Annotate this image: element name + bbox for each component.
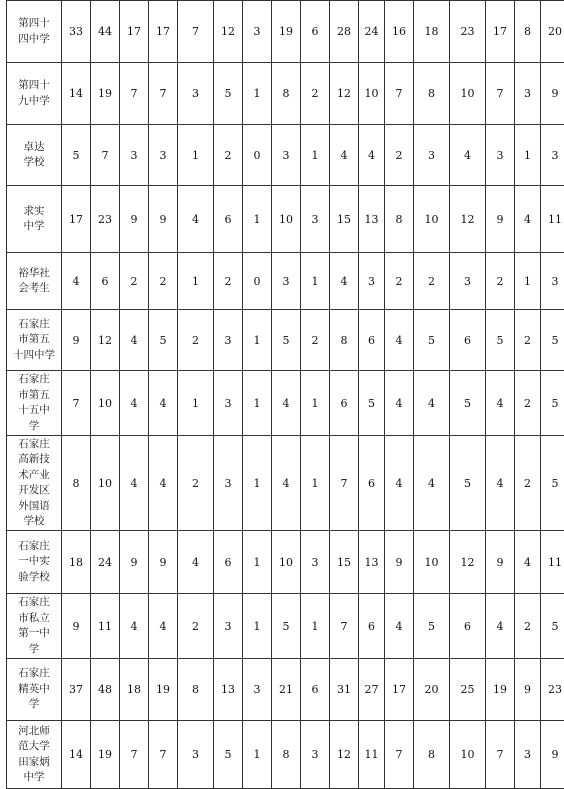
value-cell: 8 — [385, 186, 414, 253]
value-cell: 9 — [149, 531, 178, 594]
school-name-line: 石家庄 — [12, 372, 56, 388]
school-name-line: 外国语 — [12, 499, 56, 515]
school-name-line: 开发区 — [12, 483, 56, 499]
value-cell: 12 — [91, 310, 120, 371]
value-cell: 1 — [243, 436, 272, 531]
table-row — [7, 1, 564, 63]
value-cell: 21 — [272, 659, 301, 721]
school-name-line: 第一中 — [12, 626, 56, 642]
value-cell: 4 — [149, 371, 178, 436]
value-cell: 3 — [243, 1, 272, 63]
value-cell: 2 — [515, 371, 541, 436]
school-name-line: 中学 — [12, 219, 56, 235]
value-cell: 12 — [214, 1, 243, 63]
value-cell: 3 — [414, 125, 450, 186]
value-cell: 17 — [149, 1, 178, 63]
value-cell: 1 — [243, 721, 272, 789]
value-cell: 20 — [541, 1, 564, 63]
value-cell: 5 — [272, 310, 301, 371]
value-cell: 3 — [214, 310, 243, 371]
school-name-line: 第四十 — [12, 78, 56, 94]
value-cell: 7 — [330, 436, 359, 531]
value-cell: 9 — [541, 721, 564, 789]
value-cell: 7 — [385, 721, 414, 789]
value-cell: 3 — [301, 186, 330, 253]
value-cell: 5 — [541, 594, 564, 659]
value-cell: 5 — [541, 371, 564, 436]
value-cell: 37 — [62, 659, 91, 721]
value-cell: 4 — [120, 594, 149, 659]
value-cell: 23 — [450, 1, 486, 63]
value-cell: 1 — [243, 531, 272, 594]
value-cell: 3 — [359, 253, 385, 310]
value-cell: 17 — [62, 186, 91, 253]
value-cell: 4 — [359, 125, 385, 186]
value-cell: 18 — [62, 531, 91, 594]
school-name-line: 田家炳 — [12, 755, 56, 771]
value-cell: 4 — [149, 436, 178, 531]
value-cell: 3 — [214, 594, 243, 659]
value-cell: 10 — [414, 531, 450, 594]
value-cell: 3 — [214, 371, 243, 436]
value-cell: 3 — [486, 125, 515, 186]
value-cell: 9 — [120, 531, 149, 594]
value-cell: 11 — [541, 531, 564, 594]
value-cell: 11 — [359, 721, 385, 789]
value-cell: 2 — [515, 310, 541, 371]
value-cell: 3 — [301, 531, 330, 594]
value-cell: 5 — [486, 310, 515, 371]
value-cell: 5 — [272, 594, 301, 659]
value-cell: 1 — [515, 125, 541, 186]
value-cell: 6 — [450, 310, 486, 371]
value-cell: 12 — [450, 186, 486, 253]
value-cell: 6 — [450, 594, 486, 659]
value-cell: 7 — [91, 125, 120, 186]
value-cell: 2 — [385, 125, 414, 186]
value-cell: 4 — [385, 310, 414, 371]
value-cell: 48 — [91, 659, 120, 721]
value-cell: 8 — [272, 721, 301, 789]
value-cell: 4 — [272, 371, 301, 436]
value-cell: 1 — [301, 436, 330, 531]
value-cell: 6 — [214, 186, 243, 253]
value-cell: 33 — [62, 1, 91, 63]
value-cell: 19 — [91, 721, 120, 789]
value-cell: 8 — [515, 1, 541, 63]
value-cell: 7 — [486, 721, 515, 789]
value-cell: 4 — [149, 594, 178, 659]
school-name-cell — [7, 371, 62, 436]
value-cell: 3 — [272, 253, 301, 310]
value-cell: 17 — [486, 1, 515, 63]
school-name-line: 术产业 — [12, 468, 56, 484]
value-cell: 4 — [486, 436, 515, 531]
value-cell: 9 — [62, 594, 91, 659]
value-cell: 10 — [272, 531, 301, 594]
value-cell: 1 — [243, 371, 272, 436]
value-cell: 19 — [149, 659, 178, 721]
value-cell: 3 — [243, 659, 272, 721]
school-name-line: 学 — [12, 419, 56, 435]
school-name-line: 学校 — [12, 155, 56, 171]
value-cell: 3 — [120, 125, 149, 186]
value-cell: 4 — [62, 253, 91, 310]
value-cell: 2 — [178, 594, 214, 659]
table-row — [7, 594, 564, 659]
value-cell: 19 — [486, 659, 515, 721]
value-cell: 6 — [301, 659, 330, 721]
school-name-line: 第四十 — [12, 16, 56, 32]
school-name-line: 石家庄 — [12, 437, 56, 453]
value-cell: 0 — [243, 253, 272, 310]
value-cell: 8 — [272, 63, 301, 125]
school-name-line: 石家庄 — [12, 539, 56, 555]
value-cell: 3 — [541, 253, 564, 310]
value-cell: 1 — [178, 371, 214, 436]
value-cell: 4 — [450, 125, 486, 186]
value-cell: 1 — [301, 594, 330, 659]
value-cell: 4 — [272, 436, 301, 531]
value-cell: 1 — [243, 186, 272, 253]
table-row — [7, 253, 564, 310]
school-name-line: 高新技 — [12, 452, 56, 468]
value-cell: 9 — [541, 63, 564, 125]
value-cell: 4 — [330, 125, 359, 186]
value-cell: 4 — [515, 531, 541, 594]
school-name-line: 石家庄 — [12, 666, 56, 682]
school-name-line: 四中学 — [12, 32, 56, 48]
value-cell: 2 — [385, 253, 414, 310]
value-cell: 44 — [91, 1, 120, 63]
school-name-cell — [7, 594, 62, 659]
value-cell: 5 — [541, 310, 564, 371]
value-cell: 12 — [450, 531, 486, 594]
value-cell: 7 — [120, 721, 149, 789]
value-cell: 2 — [515, 436, 541, 531]
school-name-line: 市第五 — [12, 332, 56, 348]
value-cell: 9 — [62, 310, 91, 371]
value-cell: 9 — [149, 186, 178, 253]
value-cell: 5 — [214, 721, 243, 789]
school-name-line: 十五中 — [12, 403, 56, 419]
value-cell: 5 — [359, 371, 385, 436]
value-cell: 2 — [515, 594, 541, 659]
table-row — [7, 721, 564, 789]
school-name-line: 市私立 — [12, 611, 56, 627]
value-cell: 10 — [414, 186, 450, 253]
school-name-line: 九中学 — [12, 94, 56, 110]
value-cell: 4 — [414, 436, 450, 531]
value-cell: 11 — [91, 594, 120, 659]
value-cell: 5 — [62, 125, 91, 186]
value-cell: 1 — [301, 125, 330, 186]
value-cell: 4 — [385, 371, 414, 436]
value-cell: 1 — [301, 253, 330, 310]
table-row — [7, 125, 564, 186]
value-cell: 10 — [272, 186, 301, 253]
school-name-line: 学 — [12, 697, 56, 713]
school-name-line: 会考生 — [12, 281, 56, 297]
value-cell: 7 — [149, 63, 178, 125]
value-cell: 4 — [385, 594, 414, 659]
value-cell: 1 — [178, 253, 214, 310]
value-cell: 7 — [486, 63, 515, 125]
value-cell: 10 — [359, 63, 385, 125]
table-body — [7, 1, 564, 789]
table-row — [7, 371, 564, 436]
school-name-line: 验学校 — [12, 570, 56, 586]
value-cell: 12 — [330, 63, 359, 125]
school-name-line: 市第五 — [12, 388, 56, 404]
value-cell: 5 — [414, 594, 450, 659]
school-quota-table — [6, 0, 564, 789]
value-cell: 3 — [515, 63, 541, 125]
value-cell: 31 — [330, 659, 359, 721]
value-cell: 13 — [214, 659, 243, 721]
value-cell: 4 — [120, 436, 149, 531]
value-cell: 19 — [91, 63, 120, 125]
value-cell: 8 — [178, 659, 214, 721]
school-name-line: 河北师 — [12, 724, 56, 740]
school-name-line: 石家庄 — [12, 317, 56, 333]
value-cell: 2 — [149, 253, 178, 310]
school-name-line: 一中实 — [12, 554, 56, 570]
value-cell: 4 — [120, 310, 149, 371]
value-cell: 4 — [330, 253, 359, 310]
value-cell: 24 — [359, 1, 385, 63]
value-cell: 16 — [385, 1, 414, 63]
value-cell: 1 — [243, 63, 272, 125]
value-cell: 8 — [330, 310, 359, 371]
value-cell: 6 — [359, 436, 385, 531]
value-cell: 7 — [120, 63, 149, 125]
value-cell: 4 — [178, 531, 214, 594]
school-name-cell — [7, 1, 62, 63]
table-row — [7, 531, 564, 594]
value-cell: 7 — [385, 63, 414, 125]
value-cell: 4 — [515, 186, 541, 253]
value-cell: 13 — [359, 531, 385, 594]
school-name-cell — [7, 531, 62, 594]
value-cell: 7 — [330, 594, 359, 659]
value-cell: 9 — [120, 186, 149, 253]
school-name-line: 石家庄 — [12, 595, 56, 611]
value-cell: 1 — [178, 125, 214, 186]
value-cell: 5 — [414, 310, 450, 371]
value-cell: 7 — [62, 371, 91, 436]
school-name-line: 中学 — [12, 770, 56, 786]
value-cell: 8 — [414, 721, 450, 789]
value-cell: 8 — [414, 63, 450, 125]
value-cell: 9 — [486, 186, 515, 253]
school-name-cell — [7, 125, 62, 186]
value-cell: 4 — [414, 371, 450, 436]
school-name-line: 卓达 — [12, 140, 56, 156]
value-cell: 2 — [214, 125, 243, 186]
value-cell: 7 — [178, 1, 214, 63]
school-name-line: 学 — [12, 642, 56, 658]
value-cell: 13 — [359, 186, 385, 253]
value-cell: 3 — [149, 125, 178, 186]
school-name-line: 十四中学 — [12, 348, 56, 364]
table-row — [7, 659, 564, 721]
school-name-cell — [7, 436, 62, 531]
school-name-cell — [7, 253, 62, 310]
value-cell: 14 — [62, 721, 91, 789]
value-cell: 12 — [330, 721, 359, 789]
value-cell: 3 — [178, 63, 214, 125]
value-cell: 19 — [272, 1, 301, 63]
table-row — [7, 310, 564, 371]
value-cell: 17 — [385, 659, 414, 721]
value-cell: 3 — [214, 436, 243, 531]
table-row — [7, 63, 564, 125]
value-cell: 23 — [541, 659, 564, 721]
value-cell: 11 — [541, 186, 564, 253]
value-cell: 7 — [149, 721, 178, 789]
school-name-cell — [7, 659, 62, 721]
school-name-line: 求实 — [12, 204, 56, 220]
value-cell: 4 — [486, 371, 515, 436]
value-cell: 17 — [120, 1, 149, 63]
value-cell: 6 — [359, 310, 385, 371]
value-cell: 10 — [91, 436, 120, 531]
value-cell: 23 — [91, 186, 120, 253]
school-name-cell — [7, 721, 62, 789]
value-cell: 2 — [178, 310, 214, 371]
value-cell: 1 — [515, 253, 541, 310]
value-cell: 6 — [91, 253, 120, 310]
school-name-line: 学校 — [12, 514, 56, 530]
value-cell: 2 — [120, 253, 149, 310]
value-cell: 2 — [301, 63, 330, 125]
value-cell: 10 — [91, 371, 120, 436]
value-cell: 10 — [450, 63, 486, 125]
value-cell: 6 — [330, 371, 359, 436]
value-cell: 1 — [243, 310, 272, 371]
value-cell: 1 — [301, 371, 330, 436]
value-cell: 9 — [385, 531, 414, 594]
value-cell: 2 — [214, 253, 243, 310]
school-name-line: 精英中 — [12, 682, 56, 698]
table-row — [7, 186, 564, 253]
school-name-line: 范大学 — [12, 739, 56, 755]
value-cell: 0 — [243, 125, 272, 186]
value-cell: 14 — [62, 63, 91, 125]
value-cell: 5 — [541, 436, 564, 531]
school-name-line: 裕华社 — [12, 266, 56, 282]
value-cell: 5 — [214, 63, 243, 125]
table-row — [7, 436, 564, 531]
value-cell: 1 — [243, 594, 272, 659]
value-cell: 8 — [62, 436, 91, 531]
value-cell: 2 — [178, 436, 214, 531]
school-name-cell — [7, 310, 62, 371]
value-cell: 4 — [486, 594, 515, 659]
value-cell: 4 — [385, 436, 414, 531]
value-cell: 4 — [178, 186, 214, 253]
value-cell: 2 — [414, 253, 450, 310]
value-cell: 6 — [214, 531, 243, 594]
value-cell: 25 — [450, 659, 486, 721]
value-cell: 3 — [272, 125, 301, 186]
value-cell: 2 — [301, 310, 330, 371]
value-cell: 24 — [91, 531, 120, 594]
school-name-cell — [7, 186, 62, 253]
value-cell: 3 — [178, 721, 214, 789]
value-cell: 5 — [450, 436, 486, 531]
value-cell: 28 — [330, 1, 359, 63]
value-cell: 10 — [450, 721, 486, 789]
value-cell: 15 — [330, 531, 359, 594]
value-cell: 6 — [359, 594, 385, 659]
value-cell: 15 — [330, 186, 359, 253]
value-cell: 2 — [486, 253, 515, 310]
value-cell: 4 — [120, 371, 149, 436]
value-cell: 3 — [541, 125, 564, 186]
value-cell: 18 — [120, 659, 149, 721]
value-cell: 5 — [450, 371, 486, 436]
value-cell: 3 — [450, 253, 486, 310]
value-cell: 9 — [486, 531, 515, 594]
value-cell: 9 — [515, 659, 541, 721]
value-cell: 18 — [414, 1, 450, 63]
value-cell: 5 — [149, 310, 178, 371]
value-cell: 3 — [515, 721, 541, 789]
value-cell: 20 — [414, 659, 450, 721]
school-name-cell — [7, 63, 62, 125]
value-cell: 27 — [359, 659, 385, 721]
value-cell: 3 — [301, 721, 330, 789]
value-cell: 6 — [301, 1, 330, 63]
